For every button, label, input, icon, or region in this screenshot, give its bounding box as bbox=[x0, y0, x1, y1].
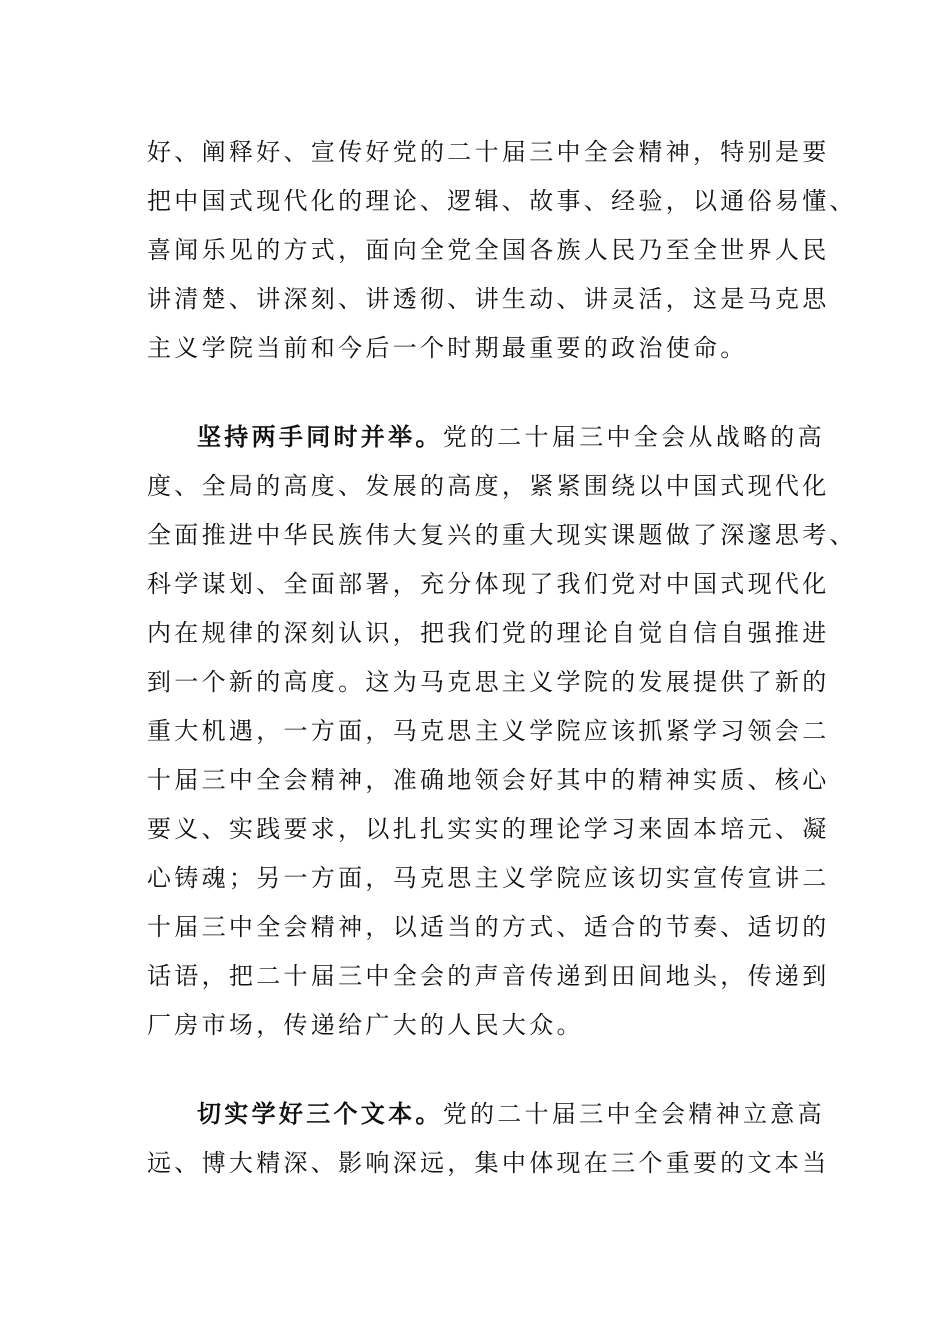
paragraph2-first-line bbox=[197, 422, 857, 452]
paragraph2-first-line-text: 党的二十届三中全会从战略的高 bbox=[442, 423, 825, 451]
paragraph3-first-line bbox=[197, 1099, 857, 1129]
paragraph3-line-2: 远、博大精深、影响深远，集中体现在三个重要的文本当 bbox=[147, 1149, 830, 1177]
paragraph2-line-2: 度、全局的高度、发展的高度，紧紧围绕以中国式现代化 bbox=[147, 472, 830, 500]
paragraph1-line-2: 把中国式现代化的理论、逻辑、故事、经验，以通俗易懂、 bbox=[147, 187, 857, 215]
paragraph1-line-1: 好、阐释好、宣传好党的二十届三中全会精神，特别是要 bbox=[147, 138, 830, 166]
paragraph1-line-5: 主义学院当前和今后一个时期最重要的政治使命。 bbox=[147, 334, 748, 362]
paragraph3-first-line-text: 党的二十届三中全会精神立意高 bbox=[442, 1100, 825, 1128]
paragraph2-line-9: 要义、实践要求，以扎扎实实的理论学习来固本培元、凝 bbox=[147, 815, 830, 843]
paragraph2-line-4: 科学谋划、全面部署，充分体现了我们党对中国式现代化 bbox=[147, 570, 830, 598]
paragraph2-heading: 坚持两手同时并举。 bbox=[197, 423, 443, 451]
paragraph2-line-7: 重大机遇，一方面，马克思主义学院应该抓紧学习领会二 bbox=[147, 717, 830, 745]
paragraph2-line-10: 心铸魂；另一方面，马克思主义学院应该切实宣传宣讲二 bbox=[147, 864, 830, 892]
paragraph2-line-12: 话语，把二十届三中全会的声音传递到田间地头，传递到 bbox=[147, 962, 830, 990]
paragraph2-line-5: 内在规律的深刻认识，把我们党的理论自觉自信自强推进 bbox=[147, 619, 830, 647]
paragraph2-line-3: 全面推进中华民族伟大复兴的重大现实课题做了深邃思考、 bbox=[147, 521, 857, 549]
paragraph2-line-13: 厂房市场，传递给广大的人民大众。 bbox=[147, 1011, 584, 1039]
paragraph1-line-4: 讲清楚、讲深刻、讲透彻、讲生动、讲灵活，这是马克思 bbox=[147, 285, 830, 313]
paragraph2-line-6: 到一个新的高度。这为马克思主义学院的发展提供了新的 bbox=[147, 668, 830, 696]
paragraph2-line-8: 十届三中全会精神，准确地领会好其中的精神实质、核心 bbox=[147, 766, 830, 794]
paragraph3-heading: 切实学好三个文本。 bbox=[197, 1100, 443, 1128]
paragraph2-line-11: 十届三中全会精神，以适当的方式、适合的节奏、适切的 bbox=[147, 913, 830, 941]
paragraph1-line-3: 喜闻乐见的方式，面向全党全国各族人民乃至全世界人民 bbox=[147, 236, 830, 264]
